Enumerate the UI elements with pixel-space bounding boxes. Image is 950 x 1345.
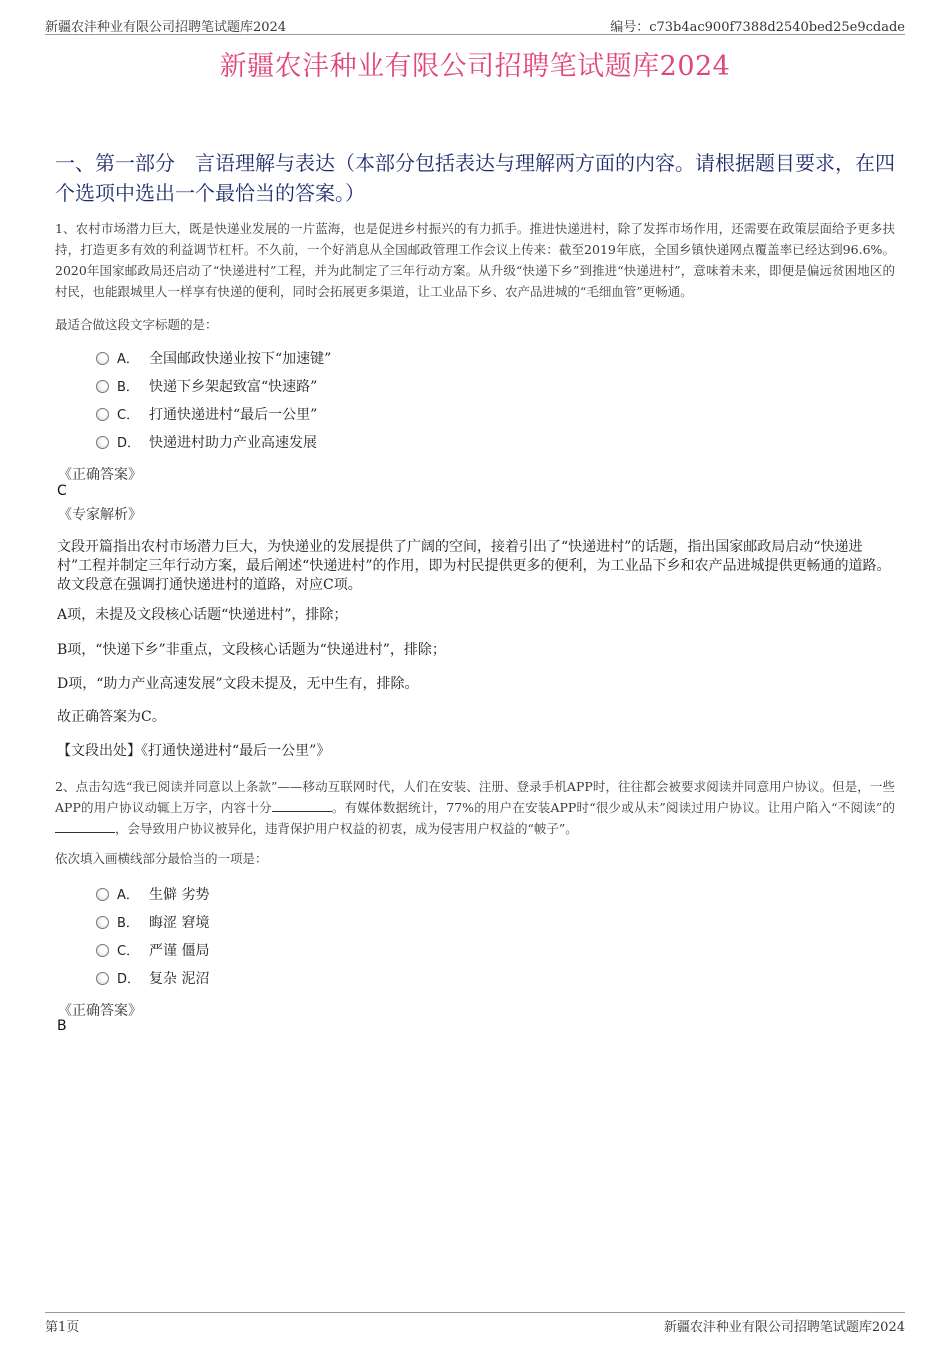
- q1-option-a[interactable]: A． 全国邮政快递业按下“加速键”: [96, 348, 331, 370]
- q1-answer-label: 《正确答案》: [58, 467, 142, 483]
- page-footer: [45, 1312, 905, 1335]
- radio-icon[interactable]: [96, 408, 109, 421]
- radio-icon[interactable]: [96, 380, 109, 393]
- section-heading: 一、第一部分 言语理解与表达（本部分包括表达与理解两方面的内容。请根据题目要求，在四个选项中选出一个最恰当的答案。）: [55, 151, 895, 205]
- fill-blank-2[interactable]: [55, 820, 115, 833]
- question-2-text: 2、点击勾选“我已阅读并同意以上条款”——移动互联网时代，人们在安装、注册、登录手机APP时，往往都会被要求阅读并同意用户协议。但是，一些APP的用户协议动辄上万字，内容十分 。有媒体数据统计，77%的用户在安装APP时“很少或从未”阅读过用户协议。让用户陷入“不阅读”的，会导致用户协议被异化，违背保护用户权益的初衷，成为侵害用户权益的“帔子”。: [55, 779, 895, 836]
- radio-icon[interactable]: [96, 944, 109, 957]
- radio-icon[interactable]: [96, 352, 109, 365]
- footer-page-number: 第1页: [45, 1320, 80, 1335]
- q1-analysis-label: 《专家解析》: [58, 507, 142, 523]
- q2-option-b[interactable]: B． 晦涩 窘境: [96, 912, 209, 934]
- q2-option-d[interactable]: D． 复杂 泥沼: [96, 968, 209, 990]
- header-doc-title: 新疆农沣种业有限公司招聘笔试题库2024: [45, 20, 287, 35]
- radio-icon[interactable]: [96, 916, 109, 929]
- footer-doc-title: 新疆农沣种业有限公司招聘笔试题库2024: [663, 1320, 905, 1335]
- q1-answer: C: [57, 483, 67, 499]
- q2-answer: B: [57, 1018, 67, 1034]
- question-1-text: 1、农村市场潜力巨大，既是快递业发展的一片蓝海，也是促进乡村振兴的有力抓手。推进快递进村，除了发挥市场作用，还需要在政策层面给予更多扶持，打造更多有效的利益调节杠杆。不久前，一个好消息从全国邮政管理工作会议上传来：截至2019年底，全国乡镇快递网点覆盖率已经达到96.6%。2020年国家邮政局还启动了“快递进村”工程，并为此制定了三年行动方案。从升级“快递下乡”到推进“快递进村”，意味着未来，即便是偏远贫困地区的村民，也能跟城里人一样享有快递的便利，同时会拓展更多渠道，让工业品下乡、农产品进城的“毛细血管”更畅通。: [55, 221, 895, 299]
- q1-option-d[interactable]: D． 快递进村助力产业高速发展: [96, 432, 317, 454]
- fill-blank-1[interactable]: [272, 799, 332, 812]
- header-doc-id: 编号：c73b4ac900f7388d2540bed25e9cdade: [610, 20, 905, 35]
- q1-analysis-a: A项，未提及文段核心话题“快递进村”，排除；: [57, 607, 348, 623]
- question-1-prompt: 最适合做这段文字标题的是：: [55, 317, 218, 332]
- question-2-prompt: 依次填入画横线部分最恰当的一项是：: [55, 851, 268, 866]
- q1-analysis-conclusion: 故正确答案为C。: [57, 709, 166, 725]
- q1-analysis-source: 【文段出处】《打通快递进村“最后一公里”》: [57, 743, 331, 759]
- radio-icon[interactable]: [96, 972, 109, 985]
- q1-option-b[interactable]: B． 快递下乡架起致富“快速路”: [96, 376, 317, 398]
- q2-answer-label: 《正确答案》: [58, 1003, 142, 1019]
- radio-icon[interactable]: [96, 888, 109, 901]
- q1-analysis-b: B项，“快递下乡”非重点，文段核心话题为“快递进村”，排除；: [57, 642, 446, 658]
- q2-option-a[interactable]: A． 生僻 劣势: [96, 884, 209, 906]
- q1-option-c[interactable]: C． 打通快递进村“最后一公里”: [96, 404, 317, 426]
- document-title: 新疆农沣种业有限公司招聘笔试题库2024: [219, 51, 731, 82]
- page-header: [45, 14, 905, 35]
- radio-icon[interactable]: [96, 436, 109, 449]
- q1-analysis-summary: 文段开篇指出农村市场潜力巨大，为快递业的发展提供了广阔的空间，接着引出了“快递进村”的话题，指出国家邮政局启动“快递进村”工程并制定三年行动方案，最后阐述“快递进村”的作用，即为村民提供更多的便利，为工业品下乡和农产品进城提供更畅通的道路。故文段意在强调打通快递进村的道路，对应C项。: [57, 539, 891, 593]
- q1-analysis-d: D项，“助力产业高速发展”文段未提及，无中生有，排除。: [57, 676, 419, 692]
- q2-option-c[interactable]: C． 严谨 僵局: [96, 940, 209, 962]
